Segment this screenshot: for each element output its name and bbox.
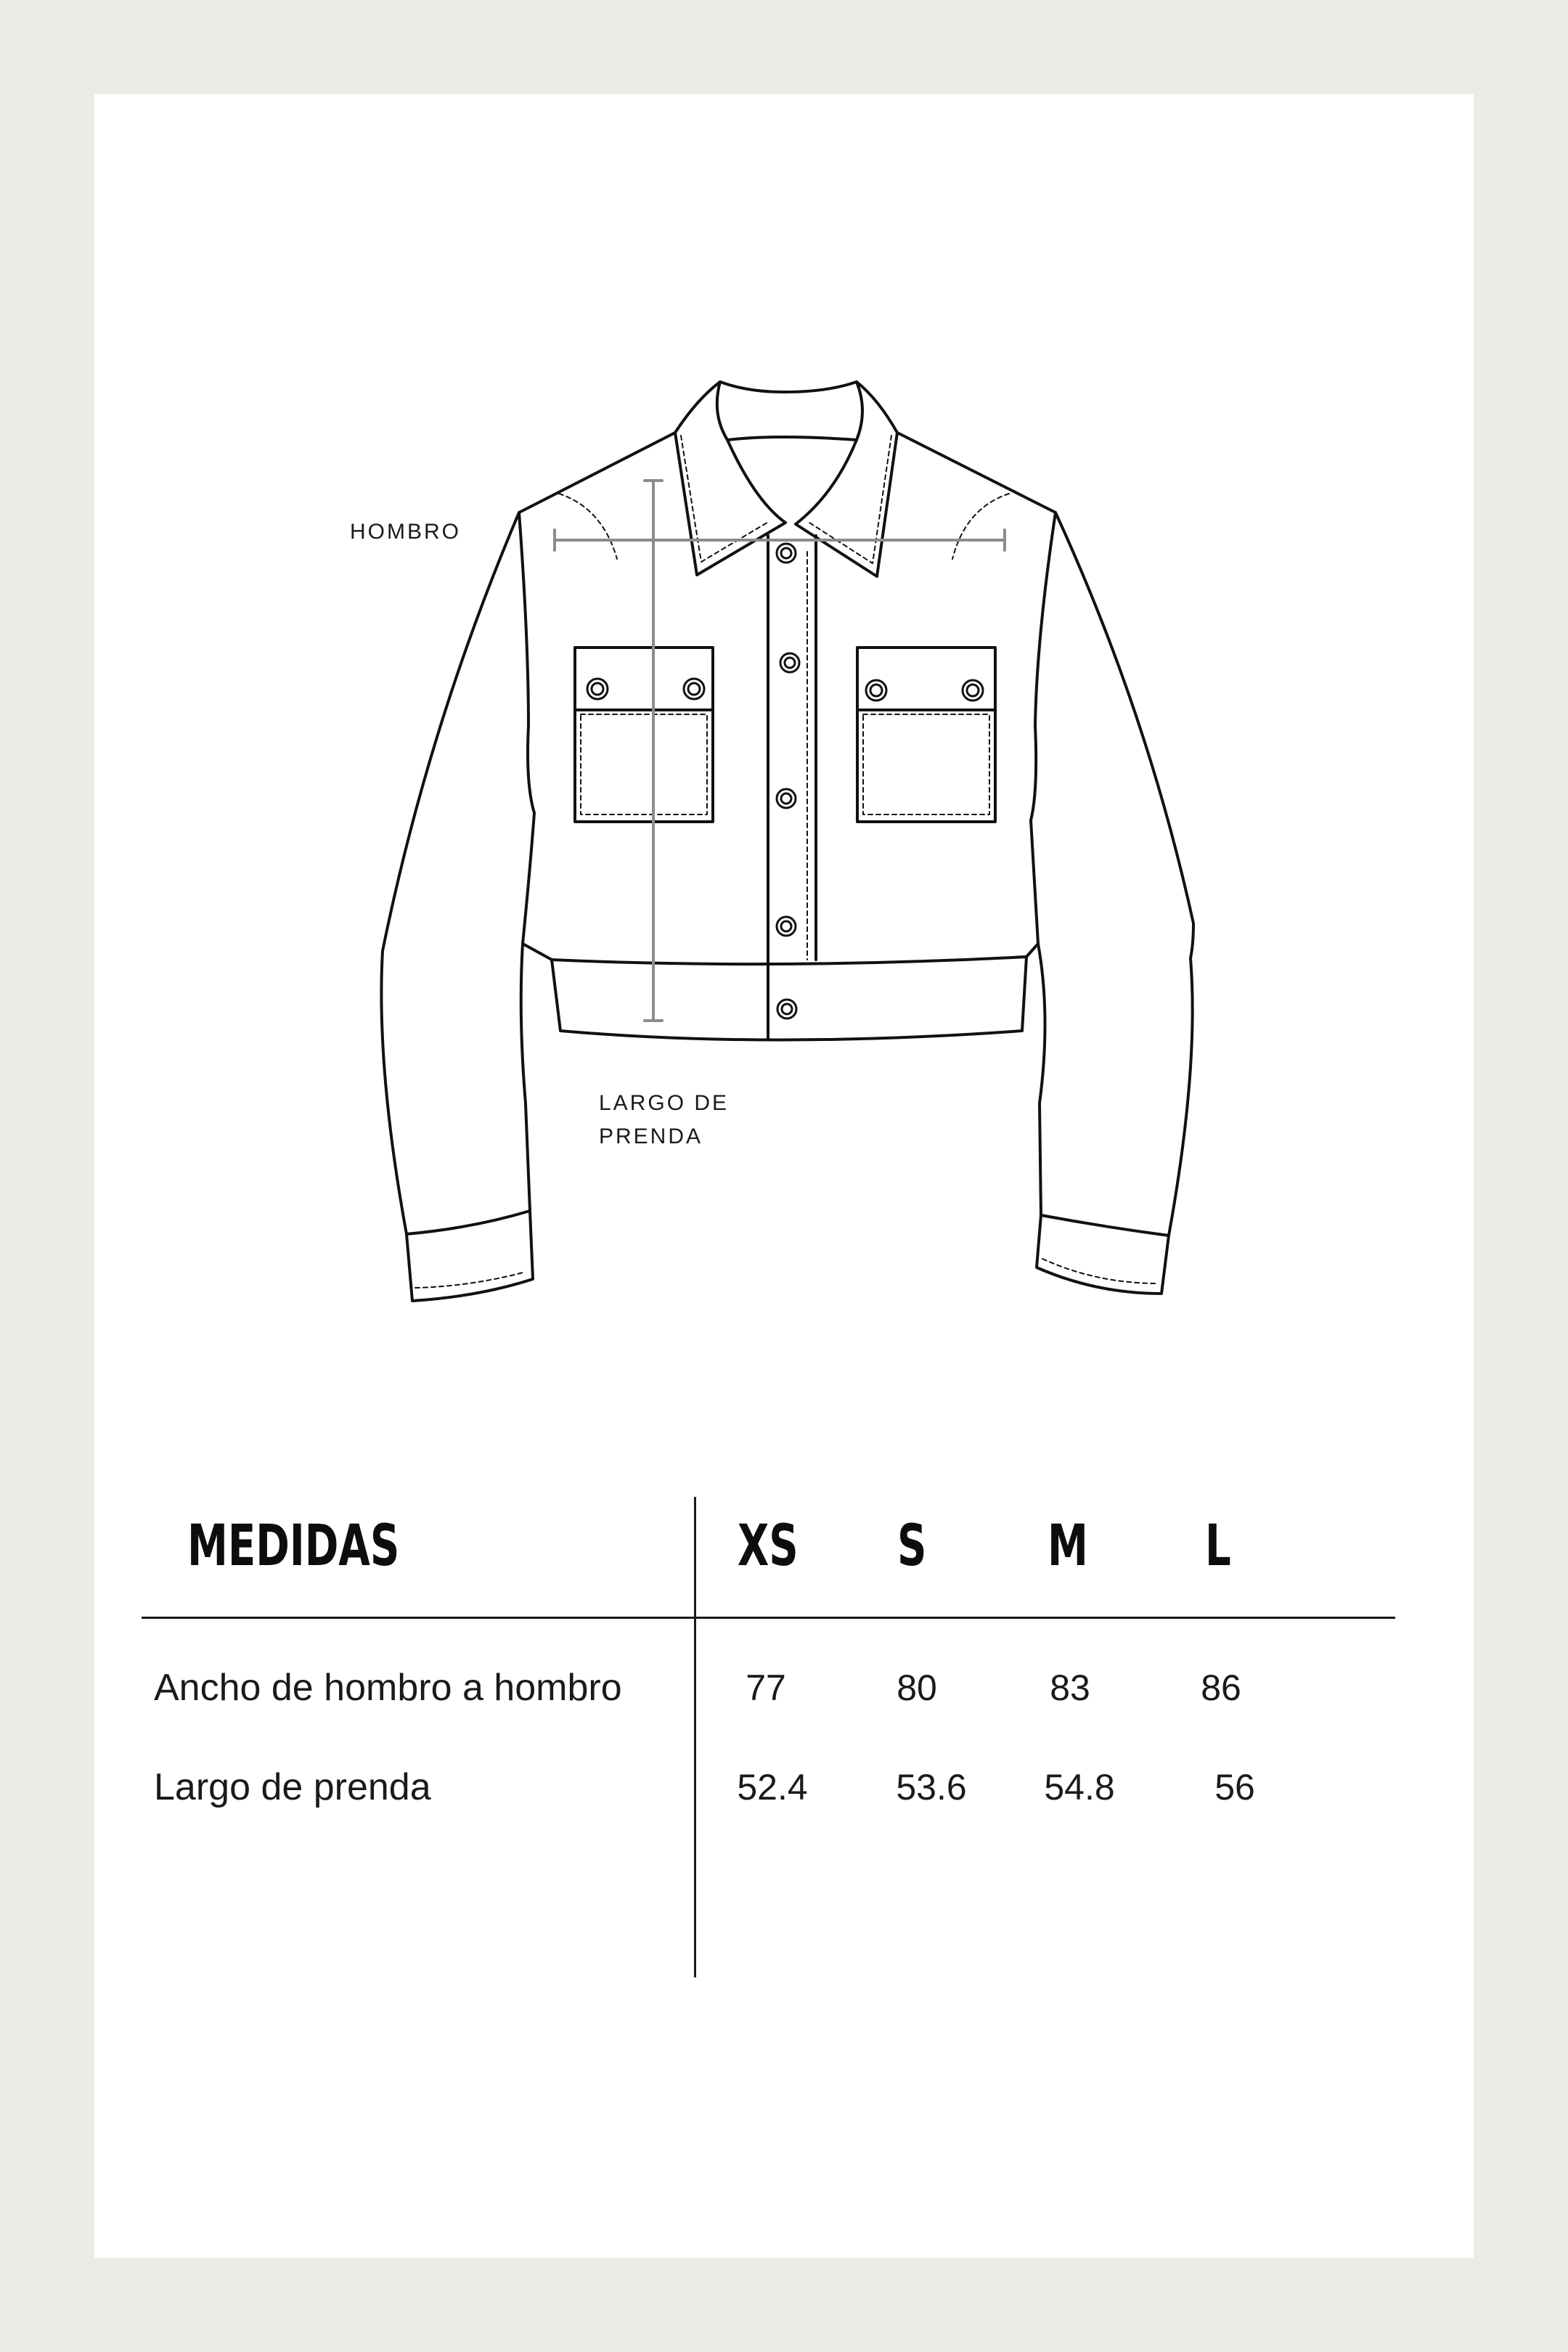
cell-xs: 52.4 <box>737 1767 808 1808</box>
size-header-xs: XS <box>738 1514 799 1579</box>
table-column-divider <box>694 1497 696 1977</box>
length-measure-line <box>645 481 662 1021</box>
right-pocket <box>857 710 995 822</box>
cell-m: 83 <box>1050 1667 1090 1708</box>
right-sleeve-outline <box>1037 513 1193 1294</box>
left-sleeve-outline <box>381 513 533 1301</box>
cell-xs: 77 <box>746 1667 786 1708</box>
size-header-l: L <box>1205 1514 1231 1579</box>
cell-l: 56 <box>1214 1767 1255 1808</box>
left-cuff-seam <box>407 1211 530 1234</box>
cell-l: 86 <box>1201 1667 1241 1708</box>
waistband-seam <box>552 957 1026 964</box>
buttons <box>587 544 983 1018</box>
row-label: Ancho de hombro a hombro <box>154 1667 622 1709</box>
cell-m: 54.8 <box>1044 1767 1115 1808</box>
size-header-m: M <box>1048 1514 1088 1579</box>
cell-s: 53.6 <box>896 1767 967 1808</box>
row-label: Largo de prenda <box>154 1766 431 1808</box>
left-pocket <box>575 710 713 822</box>
shoulder-measure-label: HOMBRO <box>350 520 461 544</box>
length-label-line-1: LARGO DE <box>599 1091 730 1115</box>
table-title: MEDIDAS <box>187 1514 400 1579</box>
length-measure-label <box>599 1087 788 1153</box>
jacket-body-outline <box>519 433 1055 1040</box>
size-header-s: S <box>897 1514 927 1579</box>
collar-back <box>675 382 897 433</box>
collar-right-flap <box>796 433 897 576</box>
cell-s: 80 <box>897 1667 937 1708</box>
right-cuff-seam <box>1041 1215 1169 1236</box>
length-label-line-2: PRENDA <box>599 1124 703 1148</box>
table-header-divider <box>142 1617 1395 1619</box>
measurement-guides <box>555 481 1005 1021</box>
